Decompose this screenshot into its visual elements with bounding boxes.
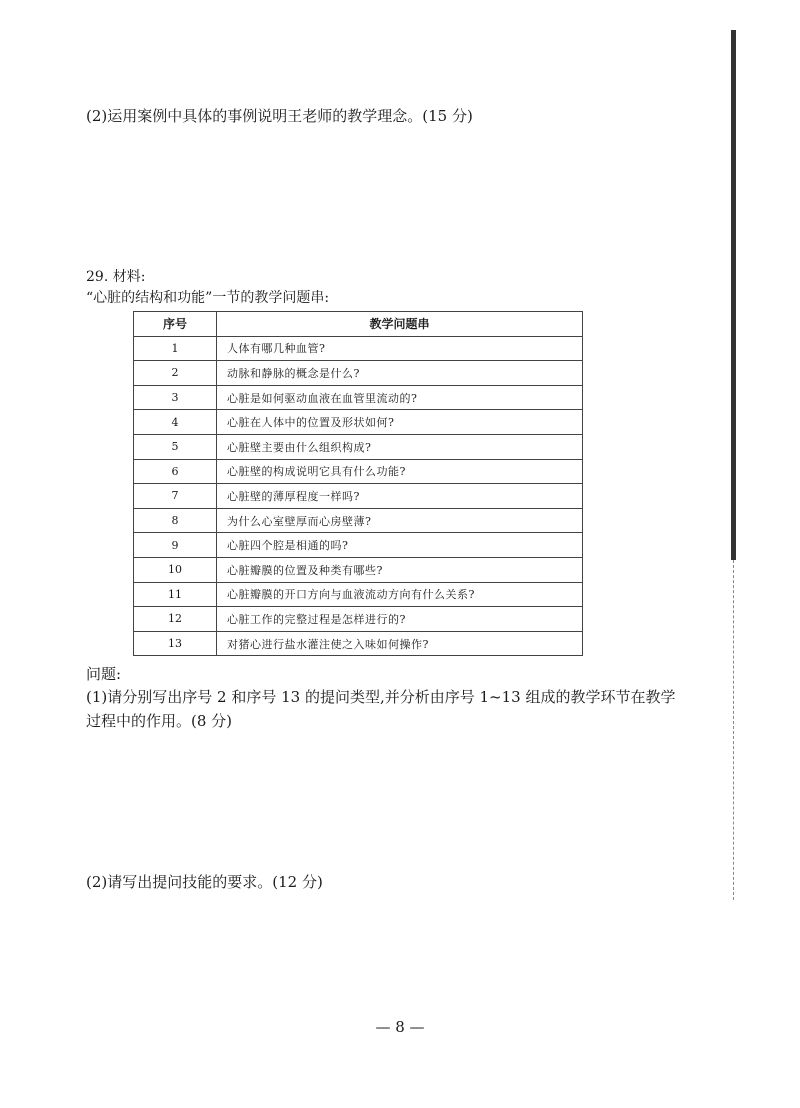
problem-2: (2)请写出提问技能的要求。(12 分) [86,873,323,891]
table-row [134,361,583,386]
row-question: 人体有哪几种血管? [217,336,583,361]
row-question: 心脏工作的完整过程是怎样进行的? [217,607,583,632]
row-number: 5 [134,434,217,459]
row-question: 心脏在人体中的位置及形状如何? [217,410,583,435]
row-number: 3 [134,385,217,410]
table-row [134,385,583,410]
table-row [134,508,583,533]
table-row [134,484,583,509]
row-number: 7 [134,484,217,509]
row-number: 4 [134,410,217,435]
row-number: 8 [134,508,217,533]
page-number: — 8 — [375,1018,425,1036]
row-number: 12 [134,607,217,632]
table-row [134,631,583,656]
header-serial-no: 序号 [134,312,217,337]
row-number: 13 [134,631,217,656]
table-row [134,607,583,632]
table-header-row [134,312,583,337]
problems-label: 问题: [86,665,122,683]
row-number: 9 [134,533,217,558]
row-question: 对猪心进行盐水灌注使之入味如何操作? [217,631,583,656]
row-question: 心脏四个腔是相通的吗? [217,533,583,558]
binding-edge-line [733,560,735,900]
row-question: 心脏壁主要由什么组织构成? [217,434,583,459]
question-29-number: 29. 材料: [86,269,146,285]
question-series-table [133,311,583,656]
table-row [134,459,583,484]
question-29-intro: “心脏的结构和功能”一节的教学问题串: [86,290,330,306]
table-row [134,434,583,459]
table-row [134,557,583,582]
row-number: 11 [134,582,217,607]
row-question: 心脏瓣膜的位置及种类有哪些? [217,557,583,582]
row-question: 为什么心室壁厚而心房壁薄? [217,508,583,533]
row-number: 1 [134,336,217,361]
row-question: 动脉和静脉的概念是什么? [217,361,583,386]
table-row [134,533,583,558]
row-question: 心脏瓣膜的开口方向与血液流动方向有什么关系? [217,582,583,607]
table-row [134,410,583,435]
row-question: 心脏壁的构成说明它具有什么功能? [217,459,583,484]
row-question: 心脏壁的薄厚程度一样吗? [217,484,583,509]
question-28-part2: (2)运用案例中具体的事例说明王老师的教学理念。(15 分) [86,107,473,125]
problem-1-line-2: 过程中的作用。(8 分) [86,712,233,730]
problem-1-line-1: (1)请分别写出序号 2 和序号 13 的提问类型,并分析由序号 1~13 组成的教学环节在教学 [86,688,676,706]
header-question-series: 教学问题串 [217,312,583,337]
binding-edge-bar [731,30,736,560]
row-number: 6 [134,459,217,484]
row-number: 2 [134,361,217,386]
row-number: 10 [134,557,217,582]
row-question: 心脏是如何驱动血液在血管里流动的? [217,385,583,410]
table-row [134,336,583,361]
table-row [134,582,583,607]
